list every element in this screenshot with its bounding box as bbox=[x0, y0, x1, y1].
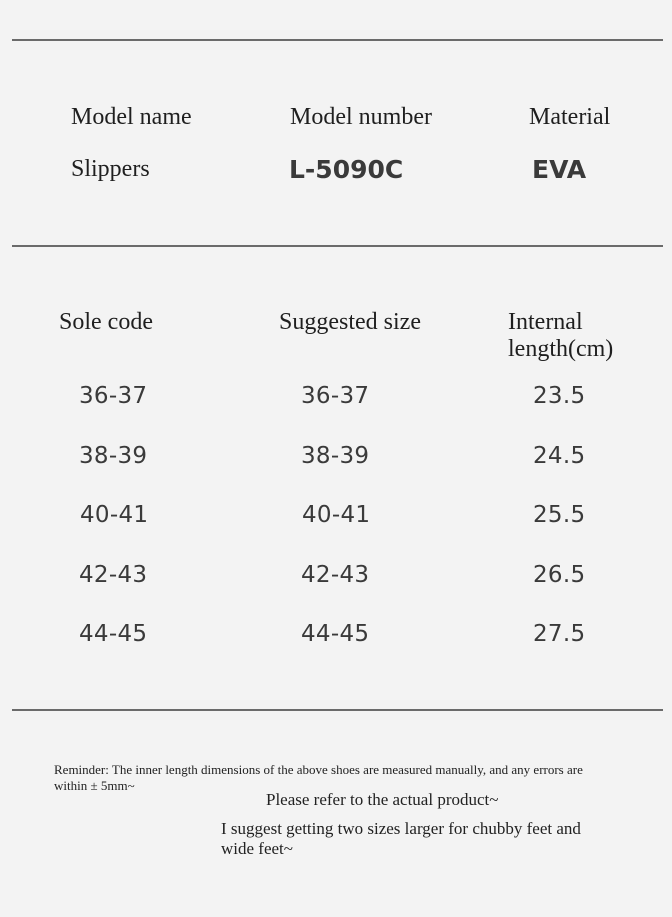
cell-sole-code: 42-43 bbox=[79, 562, 148, 588]
cell-sole-code: 36-37 bbox=[79, 383, 148, 409]
middle-divider bbox=[12, 245, 663, 247]
cell-internal-length: 24.5 bbox=[533, 443, 586, 469]
column-header-internal-length: Internal length(cm) bbox=[508, 309, 614, 362]
value-model-number: L-5090C bbox=[289, 155, 404, 184]
header-material: Material bbox=[529, 104, 611, 130]
cell-internal-length: 23.5 bbox=[533, 383, 586, 409]
column-header-suggested-size: Suggested size bbox=[279, 309, 421, 335]
cell-internal-length: 25.5 bbox=[533, 502, 586, 528]
value-model-name: Slippers bbox=[71, 156, 150, 182]
cell-internal-length: 26.5 bbox=[533, 562, 586, 588]
header-model-name: Model name bbox=[71, 104, 192, 130]
cell-sole-code: 38-39 bbox=[79, 443, 148, 469]
top-divider bbox=[12, 39, 663, 41]
cell-sole-code: 40-41 bbox=[80, 502, 149, 528]
header-model-number: Model number bbox=[290, 104, 432, 130]
suggest-note: I suggest getting two sizes larger for chubby feet and wide feet~ bbox=[221, 819, 581, 858]
cell-internal-length: 27.5 bbox=[533, 621, 586, 647]
column-header-sole-code: Sole code bbox=[59, 309, 153, 335]
cell-suggested-size: 44-45 bbox=[301, 621, 370, 647]
cell-suggested-size: 42-43 bbox=[301, 562, 370, 588]
cell-sole-code: 44-45 bbox=[79, 621, 148, 647]
cell-suggested-size: 40-41 bbox=[302, 502, 371, 528]
cell-suggested-size: 38-39 bbox=[301, 443, 370, 469]
refer-note: Please refer to the actual product~ bbox=[266, 790, 499, 809]
cell-suggested-size: 36-37 bbox=[301, 383, 370, 409]
reminder-note: Reminder: The inner length dimensions of the above shoes are measured manually, and any errors are within ± 5mm~ bbox=[54, 762, 583, 793]
bottom-divider bbox=[12, 709, 663, 711]
value-material: EVA bbox=[532, 155, 587, 184]
